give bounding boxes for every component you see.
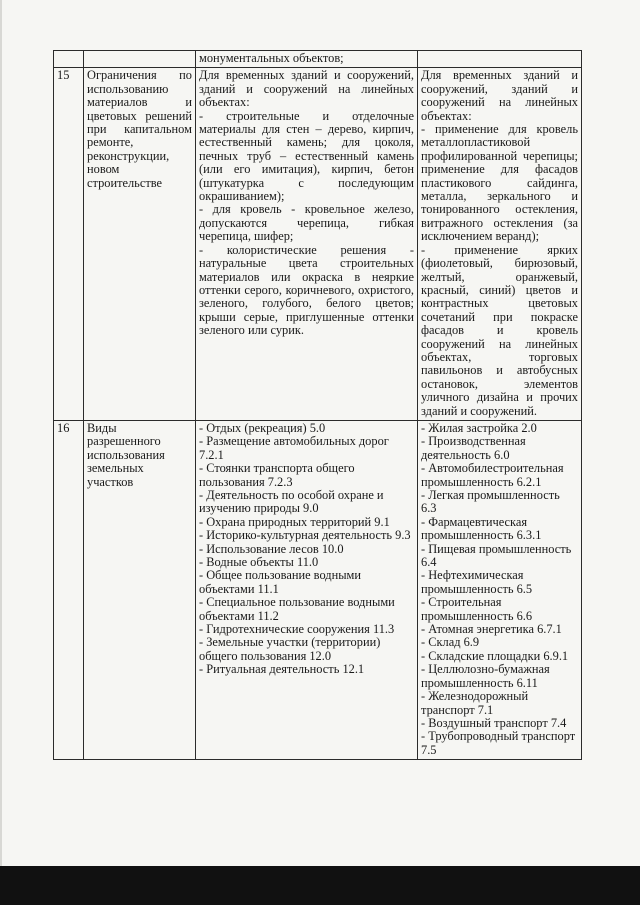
- paragraph: - применение для кровель металлопластиковой профилированной черепицы; применение для фасадов пластикового сайдинга, металла, зеркального и тонированного остекления, витражного остекления (за исключением веранд);: [421, 122, 578, 244]
- row-name-text: Ограничения по использованию материалов и цветовых решений при капитальном ремонте, реконструкции, новом строительстве: [87, 68, 192, 190]
- list-item: - Нефтехимическая промышленность 6.5: [421, 568, 533, 596]
- list-item: - Воздушный транспорт 7.4: [421, 715, 567, 730]
- list-item: - Ритуальная деятельность 12.1: [199, 662, 365, 677]
- right-list: [418, 420, 582, 759]
- table-row-16: [54, 420, 582, 759]
- list-item: - Жилая застройка 2.0: [421, 420, 537, 435]
- list-item: - Склад 6.9: [421, 635, 480, 650]
- list-item: - Стоянки транспорта общего пользования 7.2.3: [199, 461, 355, 489]
- list-item: - Атомная энергетика 6.7.1: [421, 622, 562, 637]
- paragraph: - применение ярких (фиолетовый, бирюзовый, желтый, оранжевый, красный, синий) цветов и контрастных цветовых сочетаний при покраске фасадов и кровель сооружений на линейных объектах, торговых павильонов и автобусных остановок, элементов уличного дизайна и прочих зданий и сооружений.: [421, 242, 578, 418]
- list-item: - Земельные участки (территории) общего пользования 12.0: [199, 635, 381, 663]
- paragraph: Для временных зданий и сооружений, зданий и сооружений на линейных объектах:: [199, 68, 414, 110]
- list-item: - Строительная промышленность 6.6: [421, 595, 533, 623]
- paragraph: Для временных зданий и сооружений, зданий и сооружений на линейных объектах:: [421, 68, 578, 123]
- row-number: 16: [54, 420, 84, 759]
- list-item: - Использование лесов 10.0: [199, 541, 344, 556]
- row-name: [84, 420, 196, 759]
- paragraph: - строительные и отделочные материалы для стен – дерево, кирпич, естественный камень; для цоколя, печных труб – естественный камень (или его имитация), кирпич, бетон (штукатурка с последующим окрашиванием);: [199, 108, 414, 204]
- paragraph: - для кровель - кровельное железо, допускаются черепица, гибкая черепица, шифер;: [199, 202, 414, 244]
- list-item: - Деятельность по особой охране и изучению природы 9.0: [199, 488, 384, 516]
- list-item: - Целлюлозно-бумажная промышленность 6.11: [421, 662, 550, 690]
- list-item: - Отдых (рекреация) 5.0: [199, 420, 326, 435]
- cell-mid: [196, 51, 418, 68]
- continuation-text: монументальных объектов;: [199, 51, 344, 65]
- regulations-table: [53, 50, 582, 760]
- mid-column: [196, 68, 418, 421]
- cell-right: [418, 51, 582, 68]
- page-edge: [0, 0, 2, 905]
- cell-number: [54, 51, 84, 68]
- row-name: [84, 68, 196, 421]
- list-item: - Производственная деятельность 6.0: [421, 434, 526, 462]
- list-item: - Историко-культурная деятельность 9.3: [199, 528, 411, 543]
- list-item: - Складские площадки 6.9.1: [421, 648, 569, 663]
- row-name-text: Виды разрешенного использования земельных участков: [87, 420, 165, 489]
- table-row-15: [54, 68, 582, 421]
- cell-name: [84, 51, 196, 68]
- right-column: [418, 68, 582, 421]
- list-item: - Специальное пользование водными объектами 11.2: [199, 595, 395, 623]
- list-item: - Размещение автомобильных дорог 7.2.1: [199, 434, 389, 462]
- list-item: - Водные объекты 11.0: [199, 555, 319, 570]
- paragraph: - колористические решения - натуральные цвета строительных материалов или окраска в неяркие оттенки серого, коричневого, охристого, зеленого, голубого, белого цветов; крыши серые, приглушенные оттенки зеленого или сурик.: [199, 242, 414, 338]
- list-item: - Фармацевтическая промышленность 6.3.1: [421, 514, 542, 543]
- mid-list: [196, 420, 418, 759]
- scan-bottom-band: [0, 866, 640, 905]
- list-item: - Пищевая промышленность 6.4: [421, 541, 572, 570]
- table-row-continuation: [54, 51, 582, 68]
- list-item: - Автомобилестроительная промышленность 6.2.1: [421, 461, 564, 489]
- list-item: - Трубопроводный транспорт 7.5: [421, 729, 576, 757]
- list-item: - Общее пользование водными объектами 11.1: [199, 568, 362, 596]
- list-item: - Гидротехнические сооружения 11.3: [199, 622, 395, 637]
- list-item: - Охрана природных территорий 9.1: [199, 514, 390, 529]
- row-number: 15: [54, 68, 84, 421]
- list-item: - Легкая промышленность 6.3: [421, 488, 560, 516]
- list-item: - Железнодорожный транспорт 7.1: [421, 689, 529, 717]
